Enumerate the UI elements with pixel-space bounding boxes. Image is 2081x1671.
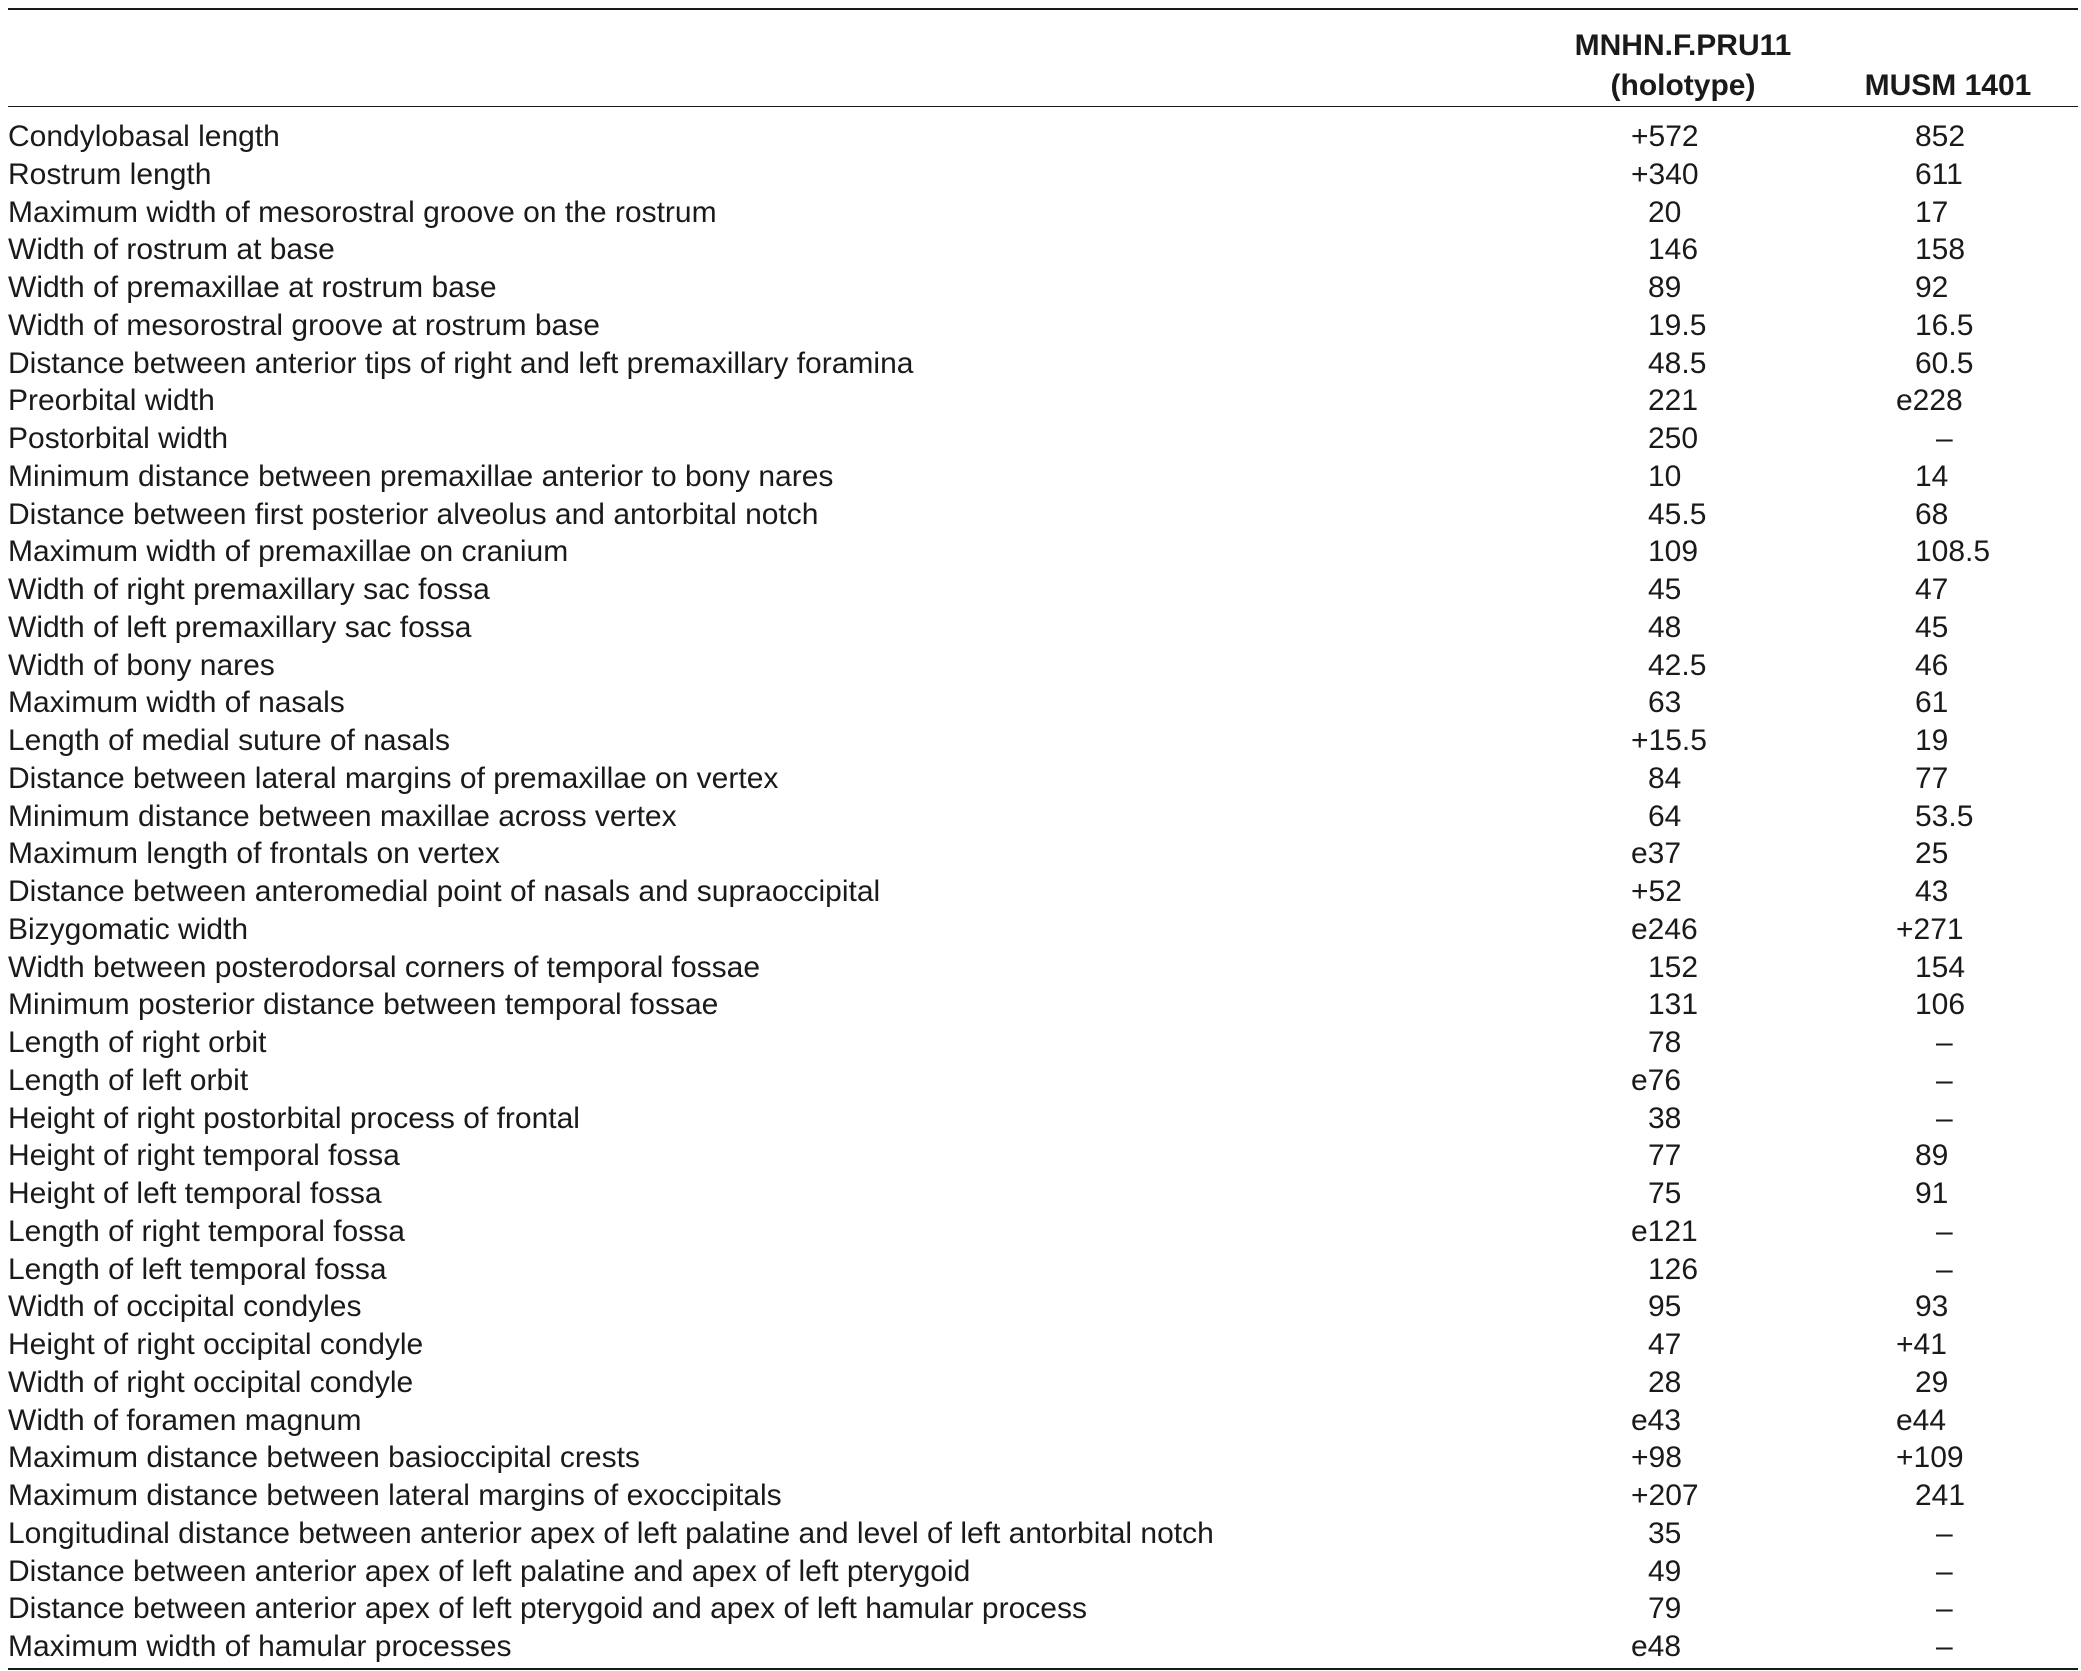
value-holotype-text: +15.5 [1631, 724, 1707, 757]
value-holotype-text: 45.5 [1648, 497, 1707, 531]
value-holotype [1631, 1439, 1781, 1477]
table-row [8, 911, 2078, 949]
value-holotype-text: 77 [1648, 1139, 1682, 1173]
measurement-label: Distance between anteromedial point of nasals and supraoccipital [8, 875, 881, 908]
value-holotype-text: 84 [1648, 761, 1682, 795]
value-holotype [1648, 194, 1798, 232]
value-holotype-text: 47 [1648, 1328, 1682, 1361]
value-musm [1936, 1062, 2056, 1100]
value-musm [1915, 231, 2035, 269]
value-holotype-text: e121 [1631, 1214, 1698, 1248]
value-musm [1936, 1590, 2056, 1628]
measurement-label: Distance between anterior tips of right and left premaxillary foramina [8, 346, 914, 380]
measurement-label: Width of mesorostral groove at rostrum base [8, 308, 600, 342]
value-holotype [1631, 835, 1781, 873]
table-row [8, 269, 2078, 307]
value-holotype [1631, 1062, 1781, 1100]
value-holotype [1648, 760, 1798, 798]
value-holotype [1648, 496, 1798, 534]
value-musm-text: 53.5 [1915, 799, 1974, 833]
value-musm [1915, 533, 2035, 571]
measurement-label: Height of right occipital condyle [8, 1328, 424, 1361]
measurement-label: Minimum distance between maxillae across vertex [8, 799, 677, 833]
value-musm-text: – [1936, 1214, 1953, 1248]
table-row [8, 722, 2078, 760]
value-musm-text: 25 [1915, 837, 1949, 871]
table-row [8, 798, 2078, 836]
value-musm [1896, 911, 2016, 949]
measurement-label: Condylobasal length [8, 120, 280, 153]
value-holotype-text: 78 [1648, 1026, 1682, 1059]
value-holotype [1631, 1477, 1781, 1515]
header-specimen-2: MUSM 1401 [1864, 69, 2032, 102]
value-holotype [1648, 269, 1798, 307]
value-holotype-text: 126 [1648, 1252, 1699, 1286]
measurement-label: Maximum width of hamular processes [8, 1630, 512, 1663]
value-holotype-text: 109 [1648, 535, 1699, 569]
table-row [8, 647, 2078, 685]
value-musm-text: 154 [1915, 950, 1966, 984]
table-row [8, 1100, 2078, 1138]
value-musm [1915, 1364, 2035, 1402]
value-musm-text: – [1936, 1516, 1953, 1550]
value-musm [1915, 307, 2035, 345]
value-holotype-text: +52 [1631, 875, 1682, 908]
table-row [8, 1439, 2078, 1477]
value-musm [1936, 1100, 2056, 1138]
value-holotype-text: +98 [1631, 1441, 1682, 1475]
table-row [8, 1175, 2078, 1213]
table-row [8, 1251, 2078, 1289]
measurement-label: Width of occipital condyles [8, 1290, 362, 1324]
value-holotype [1648, 1364, 1798, 1402]
value-musm [1915, 194, 2035, 232]
value-holotype-text: 10 [1648, 459, 1682, 493]
value-musm [1915, 458, 2035, 496]
measurement-label: Width of bony nares [8, 648, 275, 682]
table-row [8, 1326, 2078, 1364]
value-musm [1896, 1402, 2016, 1440]
header-specimen-1-id: MNHN.F.PRU11 [1574, 29, 1792, 62]
top-rule [8, 8, 2078, 10]
value-holotype-text: e43 [1631, 1403, 1682, 1437]
value-holotype-text: 45 [1648, 573, 1682, 606]
measurement-label: Width between posterodorsal corners of temporal fossae [8, 950, 761, 984]
value-holotype-text: 19.5 [1648, 308, 1707, 342]
value-musm-text: 17 [1915, 195, 1949, 229]
value-holotype-text: 20 [1648, 195, 1682, 229]
value-musm [1915, 571, 2035, 609]
value-holotype [1648, 307, 1798, 345]
value-musm [1915, 269, 2035, 307]
value-holotype-text: 38 [1648, 1101, 1682, 1135]
value-musm-text: 68 [1915, 497, 1949, 531]
value-musm [1915, 1288, 2035, 1326]
value-holotype [1631, 873, 1781, 911]
value-musm [1915, 1477, 2035, 1515]
measurement-label: Maximum distance between lateral margins of exoccipitals [8, 1479, 782, 1512]
value-holotype-text: 152 [1648, 950, 1699, 984]
value-holotype [1631, 1213, 1781, 1251]
value-musm [1915, 835, 2035, 873]
measurement-label: Length of left temporal fossa [8, 1252, 387, 1286]
value-musm-text: 852 [1915, 120, 1966, 153]
value-musm [1915, 156, 2035, 194]
value-holotype [1648, 609, 1798, 647]
value-holotype-text: 89 [1648, 271, 1682, 304]
value-musm [1936, 1213, 2056, 1251]
value-musm [1915, 798, 2035, 836]
value-holotype [1648, 1175, 1798, 1213]
value-musm-text: 45 [1915, 610, 1949, 644]
value-holotype-text: +572 [1631, 120, 1699, 153]
value-holotype-text: 35 [1648, 1516, 1682, 1550]
table-row [8, 835, 2078, 873]
value-holotype [1648, 1137, 1798, 1175]
measurement-label: Bizygomatic width [8, 912, 249, 946]
value-holotype-text: 42.5 [1648, 648, 1707, 682]
header-rule [8, 106, 2078, 107]
value-musm-text: – [1936, 422, 1953, 455]
value-musm-text: 47 [1915, 573, 1949, 606]
measurement-label: Maximum width of mesorostral groove on the rostrum [8, 195, 717, 229]
value-musm [1896, 1439, 2016, 1477]
value-holotype-text: 131 [1648, 988, 1699, 1022]
value-holotype [1648, 420, 1798, 458]
measurement-label: Preorbital width [8, 384, 215, 418]
value-holotype [1648, 684, 1798, 722]
value-holotype-text: 63 [1648, 686, 1682, 720]
measurement-label: Distance between first posterior alveolus and antorbital notch [8, 497, 819, 531]
table-row [8, 760, 2078, 798]
value-holotype [1648, 1590, 1798, 1628]
value-holotype-text: +340 [1631, 157, 1699, 191]
measurement-label: Width of left premaxillary sac fossa [8, 610, 472, 644]
measurement-label: Height of right temporal fossa [8, 1139, 400, 1173]
table-row [8, 1628, 2078, 1666]
value-musm-text: e228 [1896, 384, 1963, 418]
value-holotype-text: 49 [1648, 1554, 1682, 1588]
value-musm-text: 92 [1915, 271, 1949, 304]
value-musm [1915, 609, 2035, 647]
value-musm [1915, 760, 2035, 798]
value-musm-text: 611 [1915, 157, 1963, 191]
value-holotype-text: e37 [1631, 837, 1682, 871]
table-row [8, 1288, 2078, 1326]
table-row [8, 1024, 2078, 1062]
table-row [8, 571, 2078, 609]
value-holotype [1648, 571, 1798, 609]
table-row [8, 420, 2078, 458]
value-holotype-text: 221 [1648, 384, 1699, 418]
value-musm-text: 93 [1915, 1290, 1949, 1324]
value-holotype [1648, 647, 1798, 685]
value-musm-text: 106 [1915, 988, 1966, 1022]
value-holotype-text: 146 [1648, 233, 1699, 267]
measurement-label: Minimum posterior distance between temporal fossae [8, 988, 719, 1022]
value-holotype-text: +207 [1631, 1479, 1699, 1512]
measurement-label: Width of right occipital condyle [8, 1365, 414, 1399]
value-musm-text: – [1936, 1592, 1953, 1626]
value-musm-text: 16.5 [1915, 308, 1974, 342]
value-holotype-text: 79 [1648, 1592, 1682, 1626]
header-specimen-1-note: (holotype) [1610, 69, 1756, 102]
table-row [8, 118, 2078, 156]
table-row [8, 1213, 2078, 1251]
value-holotype [1631, 722, 1781, 760]
value-holotype [1648, 231, 1798, 269]
value-musm-text: – [1936, 1554, 1953, 1588]
value-holotype [1648, 949, 1798, 987]
measurement-label: Distance between anterior apex of left pterygoid and apex of left hamular process [8, 1592, 1087, 1626]
value-musm [1936, 1251, 2056, 1289]
value-holotype [1648, 345, 1798, 383]
value-musm-text: 158 [1915, 233, 1966, 267]
table-row [8, 156, 2078, 194]
value-musm [1936, 1553, 2056, 1591]
value-musm [1915, 949, 2035, 987]
value-holotype [1631, 156, 1781, 194]
measurement-label: Rostrum length [8, 157, 212, 191]
measurement-label: Longitudinal distance between anterior apex of left palatine and level of left antorbital notch [8, 1516, 1214, 1550]
measurement-label: Maximum length of frontals on vertex [8, 837, 500, 871]
value-holotype-text: 28 [1648, 1365, 1682, 1399]
value-musm-text: – [1936, 1026, 1953, 1059]
measurement-label: Maximum width of nasals [8, 686, 345, 720]
value-musm [1915, 722, 2035, 760]
value-musm [1936, 1024, 2056, 1062]
measurement-label: Length of right temporal fossa [8, 1214, 405, 1248]
value-holotype [1648, 382, 1798, 420]
value-musm-text: – [1936, 1252, 1953, 1286]
value-musm [1936, 1515, 2056, 1553]
value-musm-text: +41 [1896, 1328, 1947, 1361]
value-musm-text: 46 [1915, 648, 1949, 682]
table-row [8, 1364, 2078, 1402]
table-row [8, 533, 2078, 571]
measurement-label: Postorbital width [8, 422, 229, 455]
value-holotype [1648, 1553, 1798, 1591]
value-musm-text: 29 [1915, 1365, 1949, 1399]
value-holotype-text: 95 [1648, 1290, 1682, 1324]
value-holotype [1648, 1100, 1798, 1138]
value-holotype-text: 75 [1648, 1177, 1682, 1210]
table-row [8, 194, 2078, 232]
measurement-label: Height of right postorbital process of frontal [8, 1101, 580, 1135]
value-musm [1896, 382, 2016, 420]
value-musm [1896, 1326, 2016, 1364]
measurement-label: Width of right premaxillary sac fossa [8, 573, 490, 606]
value-holotype [1648, 986, 1798, 1024]
table-row [8, 1402, 2078, 1440]
value-holotype [1648, 1024, 1798, 1062]
value-holotype [1648, 1515, 1798, 1553]
value-musm [1936, 1628, 2056, 1666]
bottom-rule [8, 1668, 2078, 1670]
value-holotype [1648, 1326, 1798, 1364]
value-holotype [1648, 1251, 1798, 1289]
value-musm [1915, 118, 2035, 156]
table-row [8, 873, 2078, 911]
measurement-label: Width of foramen magnum [8, 1403, 362, 1437]
value-holotype [1648, 533, 1798, 571]
value-holotype-text: e76 [1631, 1063, 1682, 1097]
value-musm-text: – [1936, 1630, 1953, 1663]
value-musm [1936, 420, 2056, 458]
value-musm-text: – [1936, 1063, 1953, 1097]
value-musm-text: 43 [1915, 875, 1949, 908]
table-row [8, 1590, 2078, 1628]
table-row [8, 949, 2078, 987]
table-row [8, 1553, 2078, 1591]
table-row [8, 458, 2078, 496]
measurement-label: Maximum width of premaxillae on cranium [8, 535, 569, 569]
value-musm-text: 61 [1915, 686, 1949, 720]
value-holotype-text: 48.5 [1648, 346, 1707, 380]
value-holotype-text: e246 [1631, 912, 1698, 946]
table-row [8, 345, 2078, 383]
table-row [8, 1477, 2078, 1515]
value-holotype [1648, 798, 1798, 836]
table-row [8, 231, 2078, 269]
table-row [8, 1137, 2078, 1175]
value-holotype [1648, 1288, 1798, 1326]
value-holotype-text: 48 [1648, 610, 1682, 644]
table-body [8, 118, 2078, 1666]
value-musm-text: 89 [1915, 1139, 1949, 1173]
value-musm-text: – [1936, 1101, 1953, 1135]
measurement-label: Distance between lateral margins of premaxillae on vertex [8, 761, 779, 795]
measurement-label: Height of left temporal fossa [8, 1177, 382, 1210]
table-row [8, 1062, 2078, 1100]
value-musm-text: +271 [1896, 912, 1964, 946]
value-holotype-text: 64 [1648, 799, 1682, 833]
measurement-label: Distance between anterior apex of left palatine and apex of left pterygoid [8, 1554, 971, 1588]
measurement-label: Minimum distance between premaxillae anterior to bony nares [8, 459, 834, 493]
value-holotype-text: e48 [1631, 1630, 1682, 1663]
measurement-label: Length of medial suture of nasals [8, 724, 450, 757]
value-musm [1915, 1175, 2035, 1213]
value-holotype [1631, 911, 1781, 949]
value-holotype [1631, 1628, 1781, 1666]
table-row [8, 684, 2078, 722]
table-row [8, 1515, 2078, 1553]
table-row [8, 986, 2078, 1024]
value-musm-text: 241 [1915, 1479, 1966, 1512]
value-musm-text: 91 [1915, 1177, 1949, 1210]
value-musm [1915, 873, 2035, 911]
value-musm-text: 108.5 [1915, 535, 1991, 569]
measurement-label: Width of premaxillae at rostrum base [8, 271, 497, 304]
table-row [8, 609, 2078, 647]
value-holotype [1631, 118, 1781, 156]
measurement-label: Length of right orbit [8, 1026, 267, 1059]
measurement-label: Length of left orbit [8, 1063, 249, 1097]
value-musm-text: 77 [1915, 761, 1949, 795]
value-musm-text: +109 [1896, 1441, 1964, 1475]
value-musm-text: 14 [1915, 459, 1949, 493]
table-row [8, 307, 2078, 345]
value-musm [1915, 345, 2035, 383]
table-header [8, 22, 2078, 106]
value-musm [1915, 1137, 2035, 1175]
value-musm-text: 19 [1915, 724, 1949, 757]
value-musm [1915, 647, 2035, 685]
table-row [8, 382, 2078, 420]
value-holotype-text: 250 [1648, 422, 1699, 455]
value-musm-text: e44 [1896, 1403, 1947, 1437]
table-row [8, 496, 2078, 534]
measurement-label: Maximum distance between basioccipital crests [8, 1441, 640, 1475]
value-musm-text: 60.5 [1915, 346, 1974, 380]
value-holotype [1648, 458, 1798, 496]
value-holotype [1631, 1402, 1781, 1440]
value-musm [1915, 684, 2035, 722]
measurement-label: Width of rostrum at base [8, 233, 335, 267]
value-musm [1915, 986, 2035, 1024]
value-musm [1915, 496, 2035, 534]
